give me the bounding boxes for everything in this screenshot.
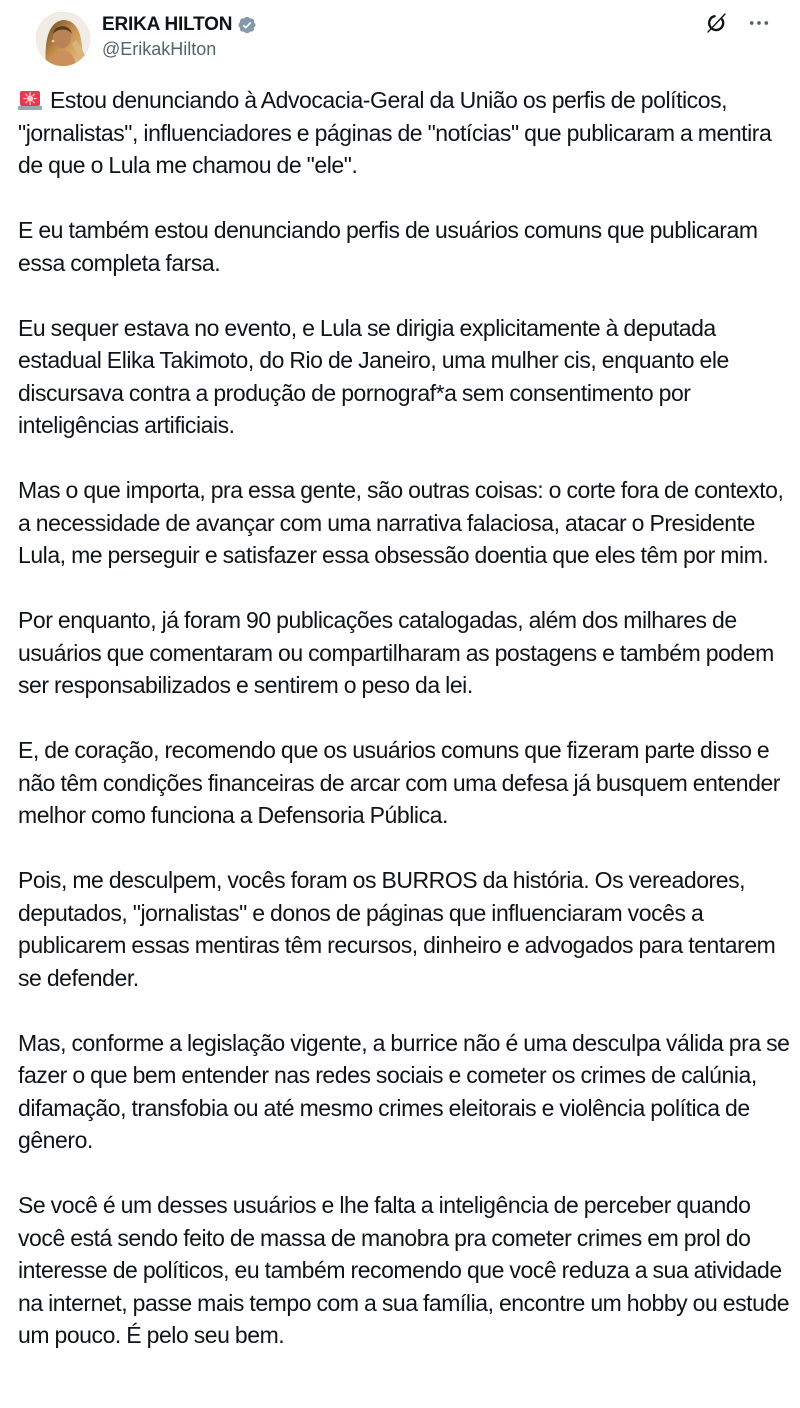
post-paragraph: Eu sequer estava no evento, e Lula se dirigia explicitamente à deputada estadual Elika Takimoto, do Rio de Janeiro, uma mulher cis, enquanto ele discursava contra a produção de pornograf*a sem consentimento por inteligências artificiais.	[18, 314, 729, 438]
post-paragraph: Mas, conforme a legislação vigente, a burrice não é uma desculpa válida pra se fazer o que bem entender nas redes sociais e cometer os crimes de calúnia, difamação, transfobia ou até mesmo crimes eleitorais e violência política de gênero.	[18, 1029, 790, 1153]
post-paragraph: Mas o que importa, pra essa gente, são outras coisas: o corte fora de contexto, a necessidade de avançar com uma narrativa falaciosa, atacar o Presidente Lula, me perseguir e satisfazer essa obsessão doentia que eles têm por mim.	[18, 477, 784, 568]
grok-slash-circle-icon	[704, 10, 730, 36]
police-car-light-icon	[18, 87, 42, 109]
name-row	[102, 12, 257, 38]
author-handle[interactable]: @ErikakHilton	[102, 39, 217, 59]
display-name[interactable]: ERIKA HILTON	[102, 14, 233, 35]
post-paragraph: Se você é um desses usuários e lhe falta a inteligência de perceber quando você está sendo feito de massa de manobra pra cometer crimes em prol do interesse de políticos, eu também recomendo que você reduza a sua atividade na internet, passe mais tempo com a sua família, encontre um hobby ou estude um pouco. É pelo seu bem.	[18, 1192, 790, 1348]
avatar-image	[36, 12, 90, 66]
post-paragraph: E, de coração, recomendo que os usuários comuns que fizeram parte disso e não têm condições financeiras de arcar com uma defesa já busquem entender melhor como funciona a Defensoria Pública.	[18, 737, 781, 828]
more-options-button[interactable]	[746, 10, 772, 36]
header-actions	[704, 10, 772, 36]
post-text	[18, 84, 793, 1384]
post-paragraph	[18, 84, 793, 182]
post-paragraph: Pois, me desculpem, vocês foram os BURROS da história. Os vereadores, deputados, "jornalistas" e donos de páginas que influenciaram vocês a publicarem essas mentiras têm recursos, dinheiro e advogados para tentarem se defender.	[18, 867, 776, 991]
grok-button[interactable]	[704, 10, 730, 36]
post-header	[18, 0, 784, 80]
paragraph-text: Estou denunciando à Advocacia-Geral da União os perfis de políticos, "jornalistas", influenciadores e páginas de "notícias" que publicaram a mentira de que o Lula me chamou de "ele".	[18, 87, 772, 178]
post-paragraph: E eu também estou denunciando perfis de usuários comuns que publicaram essa completa farsa.	[18, 217, 758, 276]
verified-badge-icon[interactable]	[237, 15, 257, 35]
more-horizontal-icon	[748, 19, 770, 27]
avatar[interactable]	[36, 12, 90, 66]
post-paragraph: Por enquanto, já foram 90 publicações catalogadas, além dos milhares de usuários que comentaram ou compartilharam as postagens e também podem ser responsabilizados e sentirem o peso da lei.	[18, 607, 774, 698]
author-identity	[102, 12, 257, 60]
